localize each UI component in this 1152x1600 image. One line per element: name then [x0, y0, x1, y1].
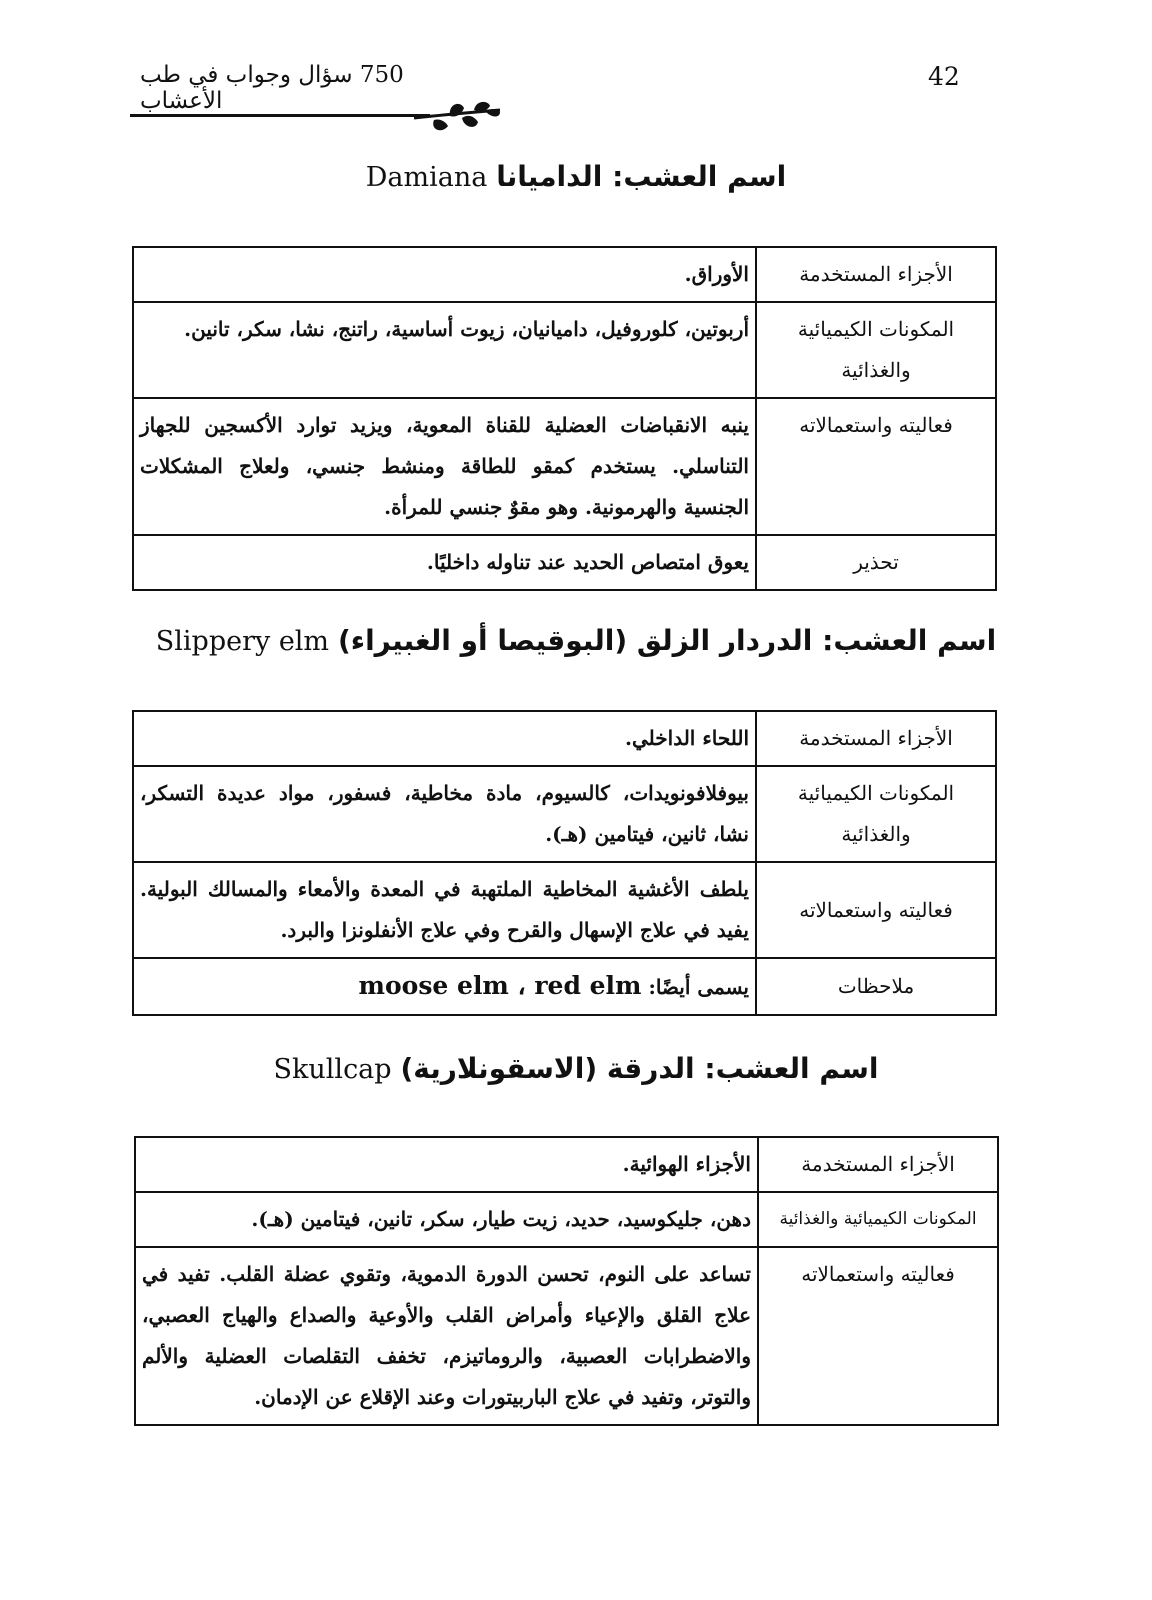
- row-label: الأجزاء المستخدمة: [756, 711, 996, 766]
- book-title: 750 سؤال وجواب في طب الأعشاب: [140, 62, 404, 114]
- page-number: 42: [928, 62, 960, 91]
- herb-title-arabic: اسم العشب: الدرقة (الاسقونلارية): [400, 1052, 879, 1085]
- herb-title-skullcap: [0, 1052, 1152, 1085]
- herb-title-arabic: اسم العشب: الداميانا: [496, 160, 787, 193]
- row-value: الأوراق.: [133, 247, 756, 302]
- herb-title-english: Skullcap: [273, 1054, 392, 1085]
- row-label: الأجزاء المستخدمة: [756, 247, 996, 302]
- herb-table-skullcap: [134, 1136, 999, 1426]
- row-value: يعوق امتصاص الحديد عند تناوله داخليًا.: [133, 535, 756, 590]
- row-value: أربوتين، كلوروفيل، دامیانیان، زیوت أساسیة، راتنج، نشا، سکر، تانین.: [133, 302, 756, 398]
- row-value: اللحاء الداخلي.: [133, 711, 756, 766]
- table-row: [135, 1247, 998, 1425]
- herb-title-english: Slippery elm: [155, 626, 330, 657]
- notes-prefix: يسمى أيضًا:: [648, 975, 749, 999]
- table-row: [133, 862, 996, 958]
- table-row: [133, 766, 996, 862]
- table-row: [133, 535, 996, 590]
- row-label: الأجزاء المستخدمة: [758, 1137, 998, 1192]
- row-label: المكونات الكيميائية والغذائية: [758, 1192, 998, 1247]
- row-label: المكونات الكيميائية والغذائية: [756, 766, 996, 862]
- row-value: [133, 958, 756, 1015]
- table-row: [133, 247, 996, 302]
- header-rule: [130, 114, 430, 117]
- herb-table-slippery-elm: [132, 710, 997, 1016]
- table-row: [135, 1192, 998, 1247]
- herb-title-slippery-elm: [0, 624, 1152, 657]
- table-row: [133, 711, 996, 766]
- row-value: الأجزاء الهوائية.: [135, 1137, 758, 1192]
- herb-title-damiana: [0, 160, 1152, 193]
- table-row: [133, 398, 996, 535]
- row-label: فعاليته واستعمالاته: [756, 398, 996, 535]
- herb-title-english: Damiana: [365, 162, 488, 193]
- herb-table-damiana: [132, 246, 997, 591]
- table-row: [133, 302, 996, 398]
- row-value: تساعد على النوم، تحسن الدورة الدموية، وتقوي عضلة القلب. تفيد في علاج القلق والإعياء وأمراض القلب والأوعية والصداع والهياج العصبي، والاضطرابات العصبية، والروماتيزم، تخفف التقلصات العضلية والألم والتوتر، وتفيد في علاج الباربيتورات وعند الإقلاع عن الإدمان.: [135, 1247, 758, 1425]
- leaf-ornament-icon: [412, 96, 502, 136]
- herb-title-arabic: اسم العشب: الدردار الزلق (البوقيصا أو الغبيراء): [337, 624, 997, 657]
- row-label: المكونات الكيميائية والغذائية: [756, 302, 996, 398]
- row-value: ينبه الانقباضات العضلية للقناة المعوية، ويزيد توارد الأكسجين للجهاز التناسلي. يستخدم كمقو للطاقة ومنشط جنسي، ولعلاج المشكلات الجنسية والهرمونية. وهو مقوٌ جنسي للمرأة.: [133, 398, 756, 535]
- row-label: تحذير: [756, 535, 996, 590]
- table-row: [133, 958, 996, 1015]
- table-row: [135, 1137, 998, 1192]
- row-label: فعاليته واستعمالاته: [758, 1247, 998, 1425]
- row-label: ملاحظات: [756, 958, 996, 1015]
- row-value: دهن، جليكوسيد، حديد، زيت طيار، سكر، تانين، فيتامين (هـ).: [135, 1192, 758, 1247]
- row-label: فعاليته واستعمالاته: [756, 862, 996, 958]
- row-value: بيوفلافونويدات، كالسيوم، مادة مخاطية، فسفور، مواد عديدة التسكر، نشا، ثانين، فيتامين (هـ).: [133, 766, 756, 862]
- row-value: يلطف الأغشية المخاطية الملتهبة في المعدة والأمعاء والمسالك البولية. يفيد في علاج الإسهال والقرح وفي علاج الأنفلونزا والبرد.: [133, 862, 756, 958]
- alternate-names: moose elm ، red elm: [358, 971, 642, 1000]
